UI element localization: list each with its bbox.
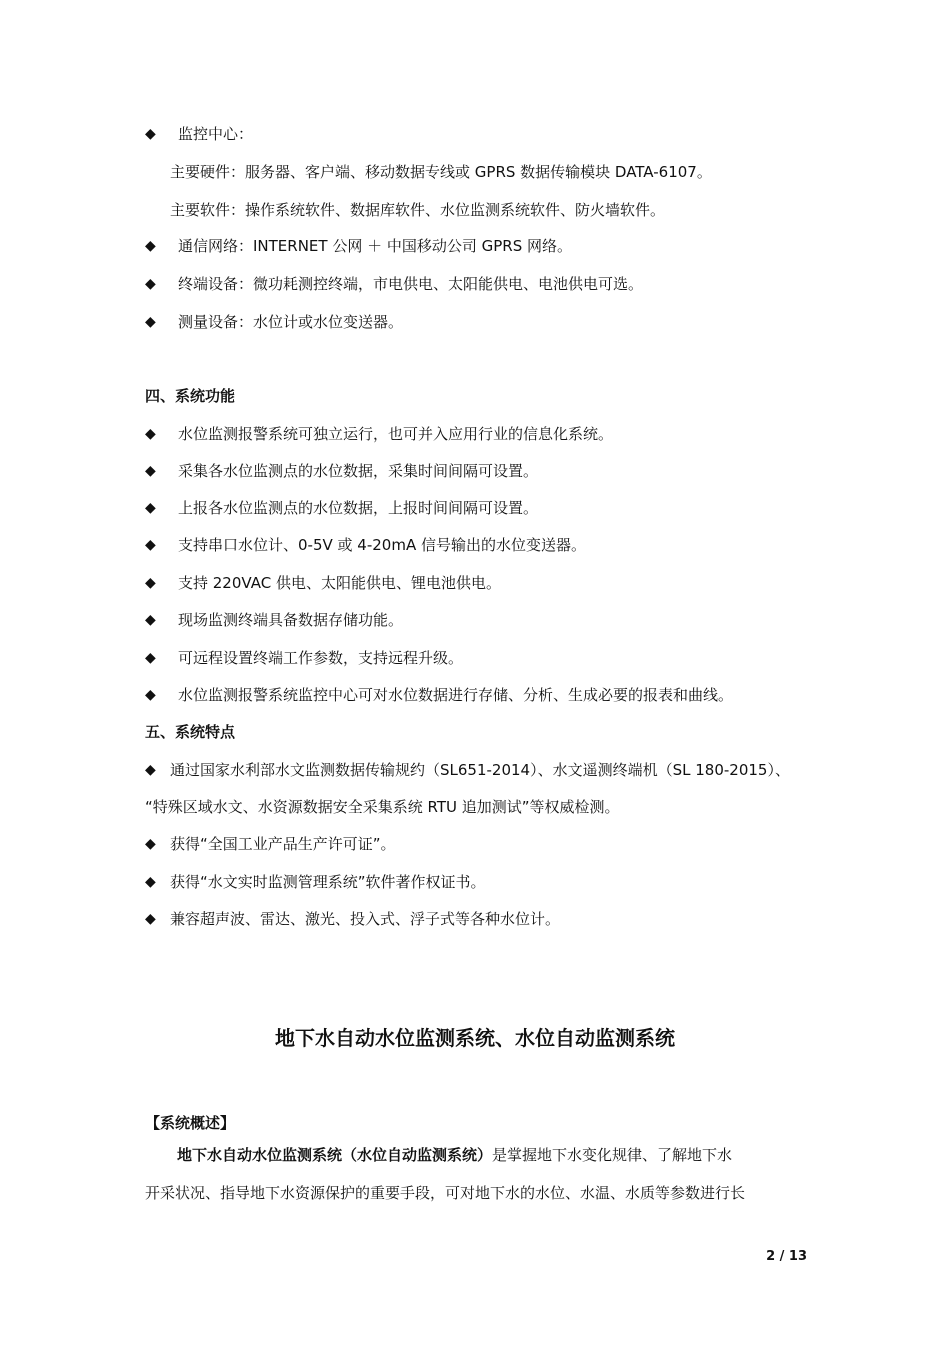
bullet-icon: ◆ (145, 612, 156, 628)
terminal-line: 终端设备：微功耗测控终端，市电供电、太阳能供电、电池供电可选。 (178, 275, 644, 293)
overview-bold-lead: 地下水自动水位监测系统（水位自动监测系统） (177, 1146, 493, 1164)
function-item: 水位监测报警系统监控中心可对水位数据进行存储、分析、生成必要的报表和曲线。 (178, 686, 734, 704)
document-title: 地下水自动水位监测系统、水位自动监测系统 (275, 1026, 675, 1050)
measure-line: 测量设备：水位计或水位变送器。 (178, 313, 404, 331)
function-item: 支持串口水位计、0-5V 或 4-20mA 信号输出的水位变送器。 (178, 536, 586, 554)
bullet-icon: ◆ (145, 762, 156, 778)
overview-paragraph-line1 (145, 1136, 815, 1174)
section4-heading: 四、系统功能 (145, 387, 236, 405)
page-number: 2 / 13 (766, 1249, 807, 1264)
feature-item: 获得“全国工业产品生产许可证”。 (170, 835, 396, 853)
overview-line1-rest: 是掌握地下水变化规律、了解地下水 (492, 1146, 733, 1164)
function-item: 现场监测终端具备数据存储功能。 (178, 611, 404, 629)
bullet-icon: ◆ (145, 426, 156, 442)
overview-heading: 【系统概述】 (145, 1114, 236, 1132)
hardware-line: 主要硬件：服务器、客户端、移动数据专线或 GPRS 数据传输模块 DATA-6107。 (170, 163, 712, 181)
bullet-icon: ◆ (145, 537, 156, 553)
function-item: 水位监测报警系统可独立运行，也可并入应用行业的信息化系统。 (178, 425, 614, 443)
feature-item: 获得“水文实时监测管理系统”软件著作权证书。 (170, 873, 486, 891)
bullet-icon: ◆ (145, 911, 156, 927)
monitor-center-label: 监控中心： (178, 125, 254, 143)
bullet-icon: ◆ (145, 575, 156, 591)
bullet-icon: ◆ (145, 836, 156, 852)
overview-paragraph-line2: 开采状况、指导地下水资源保护的重要手段，可对地下水的水位、水温、水质等参数进行长 (145, 1184, 746, 1202)
feature-item: 兼容超声波、雷达、激光、投入式、浮子式等各种水位计。 (170, 910, 561, 928)
bullet-icon: ◆ (145, 126, 156, 142)
function-item: 采集各水位监测点的水位数据，采集时间间隔可设置。 (178, 462, 539, 480)
section5-heading: 五、系统特点 (145, 723, 236, 741)
bullet-icon: ◆ (145, 874, 156, 890)
bullet-icon: ◆ (145, 650, 156, 666)
function-item: 上报各水位监测点的水位数据，上报时间间隔可设置。 (178, 499, 539, 517)
bullet-icon: ◆ (145, 276, 156, 292)
feature-item-line2: “特殊区域水文、水资源数据安全采集系统 RTU 追加测试”等权威检测。 (145, 798, 620, 816)
software-line: 主要软件：操作系统软件、数据库软件、水位监测系统软件、防火墙软件。 (170, 201, 666, 219)
bullet-icon: ◆ (145, 238, 156, 254)
bullet-icon: ◆ (145, 314, 156, 330)
feature-item-line1: 通过国家水利部水文监测数据传输规约（SL651-2014）、水文遥测终端机（SL 180-2015）、 (170, 761, 790, 779)
bullet-icon: ◆ (145, 500, 156, 516)
bullet-icon: ◆ (145, 463, 156, 479)
function-item: 支持 220VAC 供电、太阳能供电、锂电池供电。 (178, 574, 501, 592)
bullet-icon: ◆ (145, 687, 156, 703)
network-line: 通信网络：INTERNET 公网 ＋ 中国移动公司 GPRS 网络。 (178, 237, 573, 255)
function-item: 可远程设置终端工作参数，支持远程升级。 (178, 649, 464, 667)
